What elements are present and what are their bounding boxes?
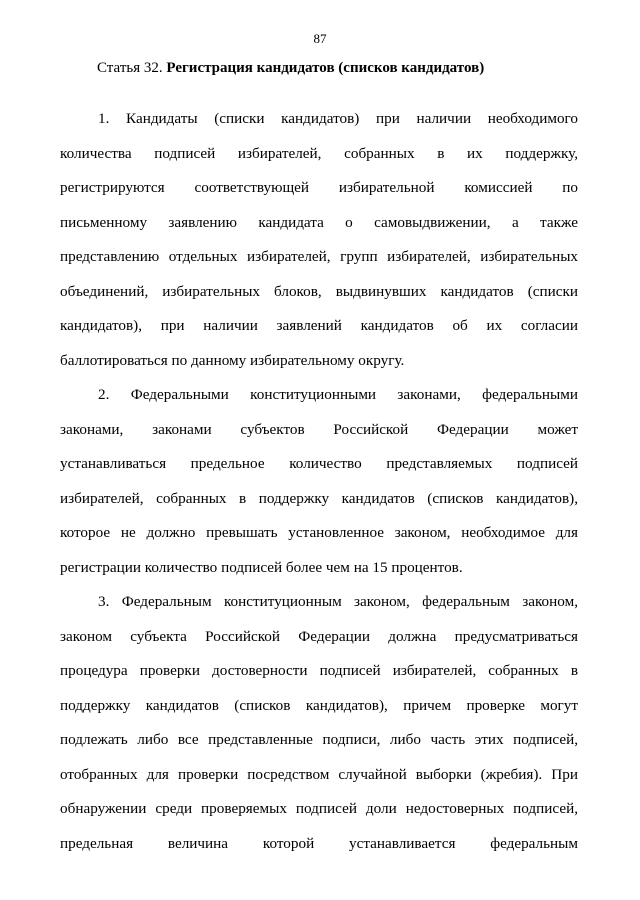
paragraph-line: устанавливаться предельное количество представляемых подписей bbox=[60, 455, 578, 472]
paragraph-line: обнаружении среди проверяемых подписей доли недостоверных подписей, bbox=[60, 800, 578, 817]
paragraph-line: законами, законами субъектов Российской Федерации может bbox=[60, 420, 578, 438]
paragraph-3 bbox=[60, 585, 578, 861]
article-label: Статья 32. bbox=[97, 60, 163, 76]
paragraph-line: процедура проверки достоверности подписей избирателей, собранных в bbox=[60, 662, 578, 679]
paragraph-line: объединений, избирательных блоков, выдвинувших кандидатов (списки bbox=[60, 282, 578, 300]
page-number: 87 bbox=[313, 31, 327, 46]
paragraph-line: 2. Федеральными конституционными законами, федеральными bbox=[98, 386, 578, 403]
paragraph-line: поддержку кандидатов (списков кандидатов), причем проверке могут bbox=[60, 696, 578, 714]
paragraph-line: которое не должно превышать установленное законом, необходимое для bbox=[60, 524, 578, 541]
paragraph-line: кандидатов), при наличии заявлений кандидатов об их согласии bbox=[60, 317, 578, 334]
paragraph-line: 1. Кандидаты (списки кандидатов) при наличии необходимого bbox=[98, 110, 578, 127]
article-title: Регистрация кандидатов (списков кандидатов) bbox=[166, 60, 485, 76]
paragraph-line: представлению отдельных избирателей, групп избирателей, избирательных bbox=[60, 248, 578, 265]
paragraph-line: отобранных для проверки посредством случайной выборки (жребия). При bbox=[60, 765, 578, 783]
paragraph-line: подлежать либо все представленные подписи, либо часть этих подписей, bbox=[60, 731, 578, 748]
paragraph-line: количества подписей избирателей, собранных в их поддержку, bbox=[60, 144, 578, 162]
article-heading bbox=[97, 58, 484, 78]
paragraph-line: регистрации количество подписей более чем на 15 процентов. bbox=[60, 558, 463, 576]
paragraph-line: баллотироваться по данному избирательному округу. bbox=[60, 351, 405, 369]
paragraph-line: законом субъекта Российской Федерации должна предусматриваться bbox=[60, 627, 578, 645]
paragraph-line: регистрируются соответствующей избирательной комиссией по bbox=[60, 179, 578, 196]
paragraph-line: письменному заявлению кандидата о самовыдвижении, а также bbox=[60, 213, 578, 231]
paragraph-line: 3. Федеральным конституционным законом, федеральным законом, bbox=[98, 593, 578, 610]
paragraph-2 bbox=[60, 378, 578, 585]
paragraph-1 bbox=[60, 102, 578, 378]
paragraph-line: предельная величина которой устанавливается федеральным bbox=[60, 834, 578, 852]
paragraph-line: избирателей, собранных в поддержку кандидатов (списков кандидатов), bbox=[60, 489, 578, 507]
